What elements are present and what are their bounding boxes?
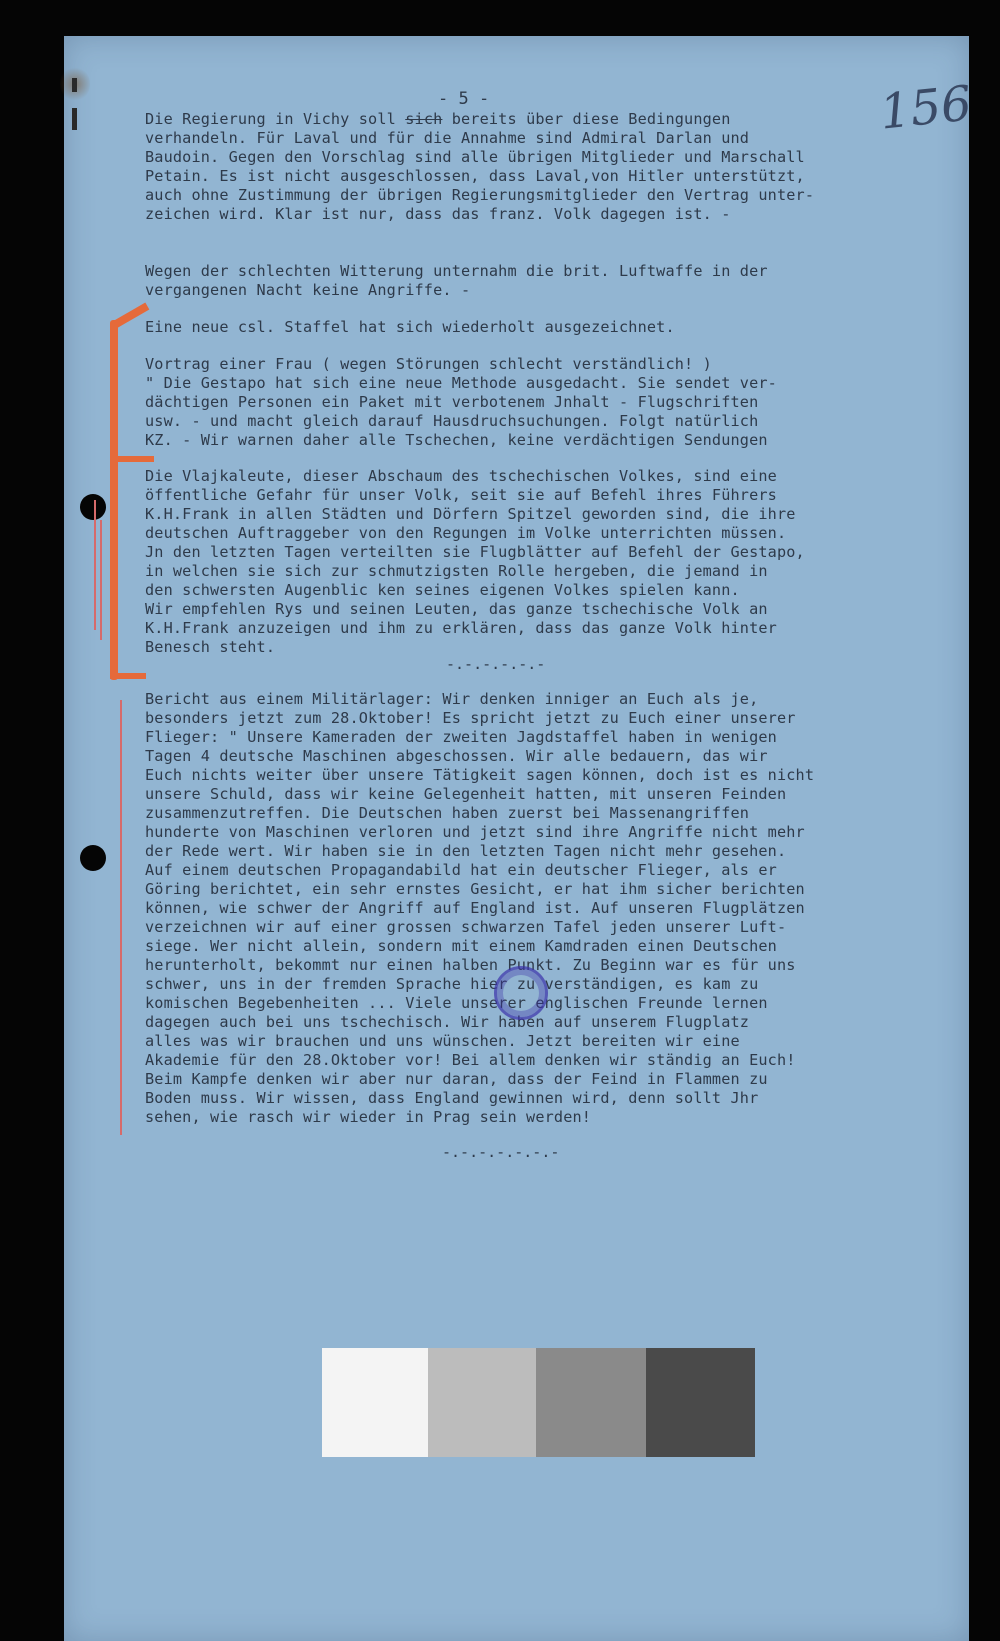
text-line-vlajka-10: Benesch steht. xyxy=(145,638,276,656)
text-line-vichy-3: Baudoin. Gegen den Vorschlag sind alle übrigen Mitglieder und Marschall xyxy=(145,148,805,166)
staple-mark-top xyxy=(72,78,77,92)
page-number: - 5 - xyxy=(438,89,490,109)
text-line-military-20: Akademie für den 28.Oktober vor! Bei allem denken wir ständig an Euch! xyxy=(145,1051,796,1069)
color-patch-dark-gray xyxy=(646,1348,755,1457)
text-line-military-11: Göring berichtet, ein sehr ernstes Gesicht, er hat ihm sicher berichten xyxy=(145,880,805,898)
text-line-vlajka-4: deutschen Auftraggeber von den Regungen im Volke unterrichten müssen. xyxy=(145,524,787,542)
separator-2: -.-.-.-.-.-.- xyxy=(442,1143,560,1161)
staple-mark-bottom xyxy=(72,108,77,130)
text-line-vichy-5: auch ohne Zustimmung der übrigen Regierungsmitglieder den Vertrag unter- xyxy=(145,186,815,204)
text-line-weather-1: Wegen der schlechten Witterung unternahm die brit. Luftwaffe in der xyxy=(145,262,768,280)
text-line-vlajka-3: K.H.Frank in allen Städten und Dörfern Spitzel geworden sind, die ihre xyxy=(145,505,796,523)
text-line-military-8: hunderte von Maschinen verloren und jetzt sind ihre Angriffe nicht mehr xyxy=(145,823,805,841)
punch-hole-lower xyxy=(80,845,106,871)
text-line-military-18: dagegen auch bei uns tschechisch. Wir haben auf unserem Flugplatz xyxy=(145,1013,750,1031)
text-line-vichy-1: Die Regierung in Vichy soll sich bereits über diese Bedingungen xyxy=(145,110,731,128)
orange-margin-bracket xyxy=(110,320,118,680)
text-line-vlajka-5: Jn den letzten Tagen verteilten sie Flugblätter auf Befehl der Gestapo, xyxy=(145,543,805,561)
text-line-woman-5: KZ. - Wir warnen daher alle Tschechen, keine verdächtigen Sendungen xyxy=(145,431,768,449)
red-pencil-line-a xyxy=(94,500,96,630)
text-line-military-6: unsere Schuld, dass wir keine Gelegenheit hatten, mit unseren Feinden xyxy=(145,785,787,803)
text-line-vlajka-6: in welchen sie sich zur schmutzigsten Rolle hergeben, die jemand in xyxy=(145,562,768,580)
text-line-vichy-4: Petain. Es ist nicht ausgeschlossen, dass Laval,von Hitler unterstützt, xyxy=(145,167,805,185)
text-line-military-21: Beim Kampfe denken wir aber nur daran, dass der Feind in Flammen zu xyxy=(145,1070,768,1088)
ink-stamp xyxy=(494,966,548,1020)
text-line-military-23: sehen, wie rasch wir wieder in Prag sein werden! xyxy=(145,1108,592,1126)
text-line-military-19: alles was wir brauchen und uns wünschen. Jetzt bereiten wir eine xyxy=(145,1032,740,1050)
text-line-vlajka-1: Die Vlajkaleute, dieser Abschaum des tschechischen Volkes, sind eine xyxy=(145,467,777,485)
red-pencil-line-c xyxy=(120,700,122,1135)
text-line-military-1: Bericht aus einem Militärlager: Wir denken inniger an Euch als je, xyxy=(145,690,759,708)
text-line-military-14: siege. Wer nicht allein, sondern mit einem Kamdraden einen Deutschen xyxy=(145,937,777,955)
text-line-vichy-2: verhandeln. Für Laval und für die Annahme sind Admiral Darlan und xyxy=(145,129,750,147)
color-target-strip xyxy=(322,1348,755,1457)
red-pencil-line-b xyxy=(100,520,102,640)
text-line-vlajka-2: öffentliche Gefahr für unser Volk, seit sie auf Befehl ihres Führers xyxy=(145,486,777,504)
text-line-vichy-6: zeichen wird. Klar ist nur, dass das franz. Volk dagegen ist. - xyxy=(145,205,731,223)
text-line-military-16: schwer, uns in der fremden Sprache hier zu verständigen, es kam zu xyxy=(145,975,759,993)
text-line-military-10: Auf einem deutschen Propagandabild hat ein deutscher Flieger, als er xyxy=(145,861,777,879)
text-line-military-9: der Rede wert. Wir haben sie in den letzten Tagen nicht mehr gesehen. xyxy=(145,842,787,860)
separator-1: -.-.-.-.-.- xyxy=(446,655,546,673)
text-line-military-12: können, wie schwer der Angriff auf England ist. Auf unseren Flugplätzen xyxy=(145,899,805,917)
text-line-woman-3: dächtigen Personen ein Paket mit verbotenem Jnhalt - Flugschriften xyxy=(145,393,759,411)
text-line-woman-4: usw. - und macht gleich darauf Hausdruchsuchungen. Folgt natürlich xyxy=(145,412,759,430)
text-line-woman-2: " Die Gestapo hat sich eine neue Methode ausgedacht. Sie sendet ver- xyxy=(145,374,777,392)
punch-hole-upper xyxy=(80,494,106,520)
text-line-weather-2: vergangenen Nacht keine Angriffe. - xyxy=(145,281,471,299)
text-line-military-3: Flieger: " Unsere Kameraden der zweiten Jagdstaffel haben in wenigen xyxy=(145,728,777,746)
text-line-military-22: Boden muss. Wir wissen, dass England gewinnen wird, denn sollt Jhr xyxy=(145,1089,759,1107)
color-patch-white xyxy=(322,1348,428,1457)
color-patch-light-gray xyxy=(428,1348,536,1457)
text-line-military-5: Euch nichts weiter über unsere Tätigkeit sagen können, doch ist es nicht xyxy=(145,766,815,784)
text-line-vlajka-9: K.H.Frank anzuzeigen und ihm zu erklären, dass das ganze Volk hinter xyxy=(145,619,777,637)
text-line-military-2: besonders jetzt zum 28.Oktober! Es spricht jetzt zu Euch einer unserer xyxy=(145,709,796,727)
struck-word: sich xyxy=(405,110,443,128)
text-line-military-13: verzeichnen wir auf einer grossen schwarzen Tafel jeden unserer Luft- xyxy=(145,918,787,936)
text-line-vlajka-7: den schwersten Augenblic ken seines eigenen Volkes spielen kann. xyxy=(145,581,740,599)
text-line-squadron-1: Eine neue csl. Staffel hat sich wiederholt ausgezeichnet. xyxy=(145,318,675,336)
folio-number: 156 xyxy=(877,75,975,141)
text-line-woman-1: Vortrag einer Frau ( wegen Störungen schlecht verständlich! ) xyxy=(145,355,712,373)
color-patch-mid-gray xyxy=(536,1348,646,1457)
text-line-military-15: herunterholt, bekommt nur einen halben Punkt. Zu Beginn war es für uns xyxy=(145,956,796,974)
orange-bracket-mid xyxy=(110,456,154,462)
orange-bracket-bottom xyxy=(110,673,146,679)
text-line-vlajka-8: Wir empfehlen Rys und seinen Leuten, das ganze tschechische Volk an xyxy=(145,600,768,618)
text-line-military-4: Tagen 4 deutsche Maschinen abgeschossen. Wir alle bedauern, das wir xyxy=(145,747,768,765)
text-line-military-17: komischen Begebenheiten ... Viele unserer englischen Freunde lernen xyxy=(145,994,768,1012)
text-line-military-7: zusammenzutreffen. Die Deutschen haben zuerst bei Massenangriffen xyxy=(145,804,750,822)
